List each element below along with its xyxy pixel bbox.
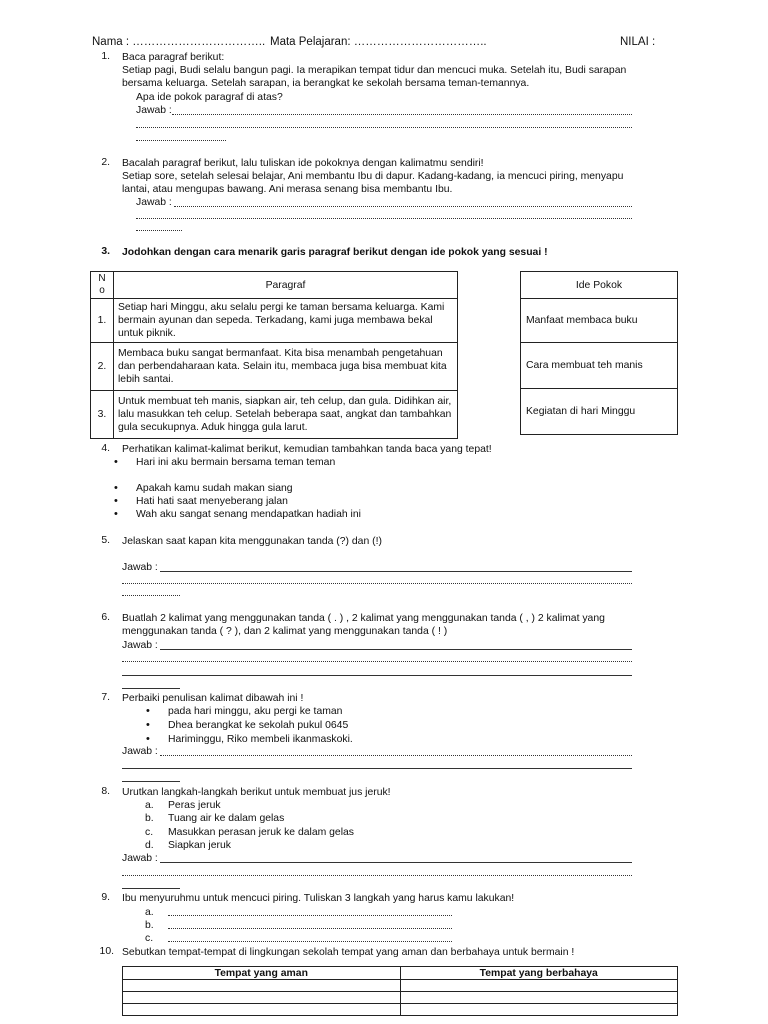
q2-answer-line-3[interactable] — [136, 230, 182, 231]
q4-number: 4. — [101, 443, 110, 454]
bahaya-cell-3[interactable] — [400, 1004, 678, 1016]
q3-instruction: Jodohkan dengan cara menarik garis paragraf berikut dengan ide pokok yang sesuai ! — [122, 247, 548, 258]
col-no-letter-o: o — [99, 285, 105, 296]
q1-intro: Baca paragraf berikut: — [122, 52, 225, 63]
q4-item-4: • Wah aku sangat senang mendapatkan hadiah ini — [136, 508, 361, 521]
q6-instruction-line1: Buatlah 2 kalimat yang menggunakan tanda ( . ) , 2 kalimat yang menggunakan tanda ( , ) 2 kalimat yang — [122, 613, 605, 624]
q8-answer-line-2[interactable] — [122, 875, 632, 876]
q2-paragraph-line1: Setiap sore, setelah selesai belajar, Ani membantu Ibu di dapur. Kadang-kadang, ia mencuci piring, menyapu — [122, 171, 624, 182]
q8-instruction: Urutkan langkah-langkah berikut untuk membuat jus jeruk! — [122, 787, 391, 798]
q1-answer-line-2[interactable] — [136, 127, 632, 128]
row-1-paragraph: Setiap hari Minggu, aku selalu pergi ke taman bersama keluarga. Kami bermain ayunan dan sepeda. Terkadang, kami juga membawa bekal untuk piknik. — [114, 299, 458, 343]
row-3-paragraph: Untuk membuat teh manis, siapkan air, teh celup, dan gula. Didihkan air, lalu masukkan teh celup. Setelah beberapa saat, angkat dan tambahkan gula secukupnya. Aduk hingga gula larut. — [114, 391, 458, 439]
q1-jawab-label: Jawab : — [136, 105, 172, 116]
q4-item-1: • Hari ini aku bermain bersama teman teman — [136, 456, 335, 469]
q6-answer-line-3[interactable] — [122, 675, 632, 676]
q2-jawab-label: Jawab : — [136, 197, 172, 208]
col-header-aman: Tempat yang aman — [123, 967, 401, 980]
q6-answer-line-4[interactable] — [122, 688, 180, 689]
q5-question: Jelaskan saat kapan kita menggunakan tanda (?) dan (!) — [122, 536, 382, 547]
bahaya-cell-2[interactable] — [400, 992, 678, 1004]
q6-answer-line-1[interactable] — [160, 649, 632, 650]
q8-item-b: Tuang air ke dalam gelas — [168, 813, 285, 824]
q5-answer-line-2[interactable] — [122, 583, 632, 584]
q6-instruction-line2: menggunakan tanda ( ? ), dan 2 kalimat yang menggunakan tanda ( ! ) — [122, 626, 448, 637]
q10-instruction: Sebutkan tempat-tempat di lingkungan sekolah tempat yang aman dan berbahaya untuk bermain ! — [122, 947, 575, 958]
q8-item-c: Masukkan perasan jeruk ke dalam gelas — [168, 827, 354, 838]
q7-jawab-label: Jawab : — [122, 746, 158, 757]
q7-instruction: Perbaiki penulisan kalimat dibawah ini ! — [122, 693, 304, 704]
q4-item-3: • Hati hati saat menyeberang jalan — [136, 495, 288, 508]
col-header-ide-pokok: Ide Pokok — [521, 272, 678, 299]
q9-label-a: a. — [145, 907, 154, 918]
q8-answer-line-3[interactable] — [122, 888, 180, 889]
col-header-bahaya: Tempat yang berbahaya — [400, 967, 678, 980]
q9-instruction: Ibu menyuruhmu untuk mencuci piring. Tuliskan 3 langkah yang harus kamu lakukan! — [122, 893, 515, 904]
aman-cell-2[interactable] — [123, 992, 401, 1004]
row-2-paragraph: Membaca buku sangat bermanfaat. Kita bisa menambah pengetahuan dan perbendaharaan kata. Selain itu, membaca juga bisa membuat kita lebih santai. — [114, 343, 458, 391]
row-1-no: 1. — [91, 299, 114, 343]
aman-cell-3[interactable] — [123, 1004, 401, 1016]
q8-label-b: b. — [145, 813, 154, 824]
q2-answer-line-1[interactable] — [174, 206, 632, 207]
q5-jawab-label: Jawab : — [122, 562, 158, 573]
q9-answer-line-b[interactable] — [168, 928, 452, 929]
q1-answer-line-1[interactable] — [172, 114, 632, 115]
q5-answer-line-3[interactable] — [122, 595, 180, 596]
q8-item-d: Siapkan jeruk — [168, 840, 231, 851]
q8-number: 8. — [101, 786, 110, 797]
q7-answer-line-3[interactable] — [122, 781, 180, 782]
row-2-no: 2. — [91, 343, 114, 391]
q8-item-a: Peras jeruk — [168, 800, 221, 811]
q2-answer-line-2[interactable] — [136, 218, 632, 219]
q9-label-c: c. — [145, 933, 154, 944]
q4-instruction: Perhatikan kalimat-kalimat berikut, kemudian tambahkan tanda baca yang tepat! — [122, 444, 492, 455]
q9-label-b: b. — [145, 920, 154, 931]
q2-paragraph-line2: lantai, atau mengupas bawang. Ani merasa senang bisa membantu Ibu. — [122, 184, 453, 195]
q1-paragraph-line2: bersama keluarga. Setelah sarapan, ia berangkat ke sekolah bersama teman-temannya. — [122, 78, 530, 89]
q6-answer-line-2[interactable] — [122, 661, 632, 662]
ide-option-3: Kegiatan di hari Minggu — [521, 389, 678, 435]
q7-item-3: • Hariminggu, Riko membeli ikanmaskoki. — [168, 733, 353, 746]
q3-number: 3. — [101, 246, 110, 257]
q1-question: Apa ide pokok paragraf di atas? — [136, 92, 283, 103]
q5-answer-line-1[interactable] — [160, 571, 632, 572]
q2-intro: Bacalah paragraf berikut, lalu tuliskan ide pokoknya dengan kalimatmu sendiri! — [122, 158, 484, 169]
ide-option-1: Manfaat membaca buku — [521, 299, 678, 343]
q1-answer-line-3[interactable] — [136, 140, 226, 141]
q2-number: 2. — [101, 157, 110, 168]
places-table — [122, 966, 678, 1016]
paragraph-table — [90, 271, 458, 439]
q4-item-2: • Apakah kamu sudah makan siang — [136, 482, 293, 495]
subject-field-label: Mata Pelajaran: …………………………….. — [270, 36, 487, 48]
q5-number: 5. — [101, 535, 110, 546]
col-header-no — [91, 272, 114, 299]
q8-label-c: c. — [145, 827, 154, 838]
aman-cell-1[interactable] — [123, 980, 401, 992]
q9-number: 9. — [101, 892, 110, 903]
q8-jawab-label: Jawab : — [122, 853, 158, 864]
q7-number: 7. — [101, 692, 110, 703]
q6-number: 6. — [101, 612, 110, 623]
col-header-paragraf: Paragraf — [114, 272, 458, 299]
q7-answer-line-2[interactable] — [122, 768, 632, 769]
ide-option-2: Cara membuat teh manis — [521, 343, 678, 389]
q1-number: 1. — [101, 51, 110, 62]
ide-pokok-table — [520, 271, 678, 435]
q8-label-a: a. — [145, 800, 154, 811]
q7-answer-line-1[interactable] — [160, 755, 632, 756]
name-field-label: Nama : …………………………….. — [92, 36, 266, 48]
q7-item-1: • pada hari minggu, aku pergi ke taman — [168, 705, 342, 718]
q8-answer-line-1[interactable] — [160, 862, 632, 863]
q9-answer-line-a[interactable] — [168, 915, 452, 916]
q8-label-d: d. — [145, 840, 154, 851]
bahaya-cell-1[interactable] — [400, 980, 678, 992]
q6-jawab-label: Jawab : — [122, 640, 158, 651]
q9-answer-line-c[interactable] — [168, 941, 452, 942]
score-label: NILAI : — [620, 36, 656, 48]
q10-number: 10. — [99, 946, 114, 957]
q7-item-2: • Dhea berangkat ke sekolah pukul 0645 — [168, 719, 348, 732]
q1-paragraph-line1: Setiap pagi, Budi selalu bangun pagi. Ia merapikan tempat tidur dan mencuci muka. Setelah itu, Budi sarapan — [122, 65, 627, 76]
col-no-letter-n: N — [98, 273, 106, 284]
row-3-no: 3. — [91, 391, 114, 439]
